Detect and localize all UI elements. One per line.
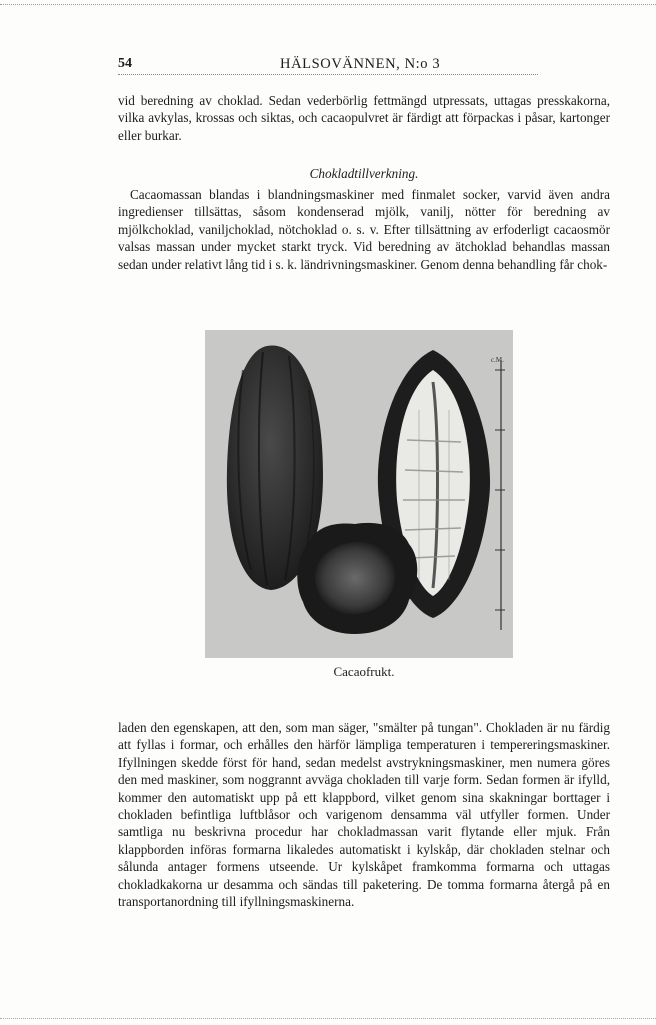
figure-caption: Cacaofrukt.	[333, 664, 395, 679]
running-title: HÄLSOVÄNNEN, N:o 3	[280, 56, 441, 72]
scale-label: c.M.	[491, 356, 504, 364]
cacao-fruit-illustration	[205, 330, 513, 658]
cacao-fruit-photo	[205, 330, 513, 658]
page-number: 54	[118, 56, 132, 71]
paragraph-mixing: Cacaomassan blandas i blandningsmaskiner med finmalet socker, varvid även andra ingredienser tillsättas, såsom kondenserad mjölk, vanilj, nötter för beredning av mjölkchoklad, vaniljchoklad, nötchoklad o. s. v. Efter tillsättning av erfoderligt cacaosmör valsas massan under mycket starkt tryck. Vid beredning av ätchoklad behandlas massan sedan under relativt lång tid i s. k. ländrivningsmaskiner. Genom denna behandling får chok-	[118, 187, 610, 272]
top-edge-rule	[0, 4, 656, 5]
paragraph-cacao-powder: vid beredning av choklad. Sedan vederbörlig fettmängd utpressats, uttagas presskakorna, vilka avkylas, krossas och siktas, och cacaopulvret är färdigt att förpackas i påsar, kartonger eller burkar.	[118, 93, 610, 143]
page-header	[118, 56, 538, 76]
bottom-edge-rule	[0, 1018, 656, 1019]
section-heading-chocolate-making: Chokladtillverkning.	[309, 166, 419, 181]
header-rule	[118, 74, 538, 75]
paragraph-moulding: laden den egenskapen, att den, som man säger, "smälter på tungan". Chokladen är nu färdig att fyllas i formar, och erhålles den härför lämpliga temperaturen i tempereringsmaskiner. Ifyllningen skedde först för hand, sedan medelst avstrykningsmaskiner, men numera göres den med maskiner, som noggrannt avväga chokladen till varje form. Sedan formen är ifylld, kommer den automatiskt upp på ett klappbord, vilket genom sina skakningar borttager i chokladen befintliga luftblåsor och varigenom densamma väl utfyller formen. Under samtliga nu beskrivna procedur har chokladmassan varit flytande eller mjuk. Från klappborden införas formarna likaledes automatiskt i kylskåp, där chokladen stelnar och sålunda antager formens utseende. Ur kylskåpet framkomma formarna och uttagas chokladkakorna ur desamma och sändas till paketering. De tomma formarna återgå på en transportanordning till ifyllningsmaskinerna.	[118, 720, 610, 910]
cacao-pod-cross-section	[297, 523, 417, 634]
